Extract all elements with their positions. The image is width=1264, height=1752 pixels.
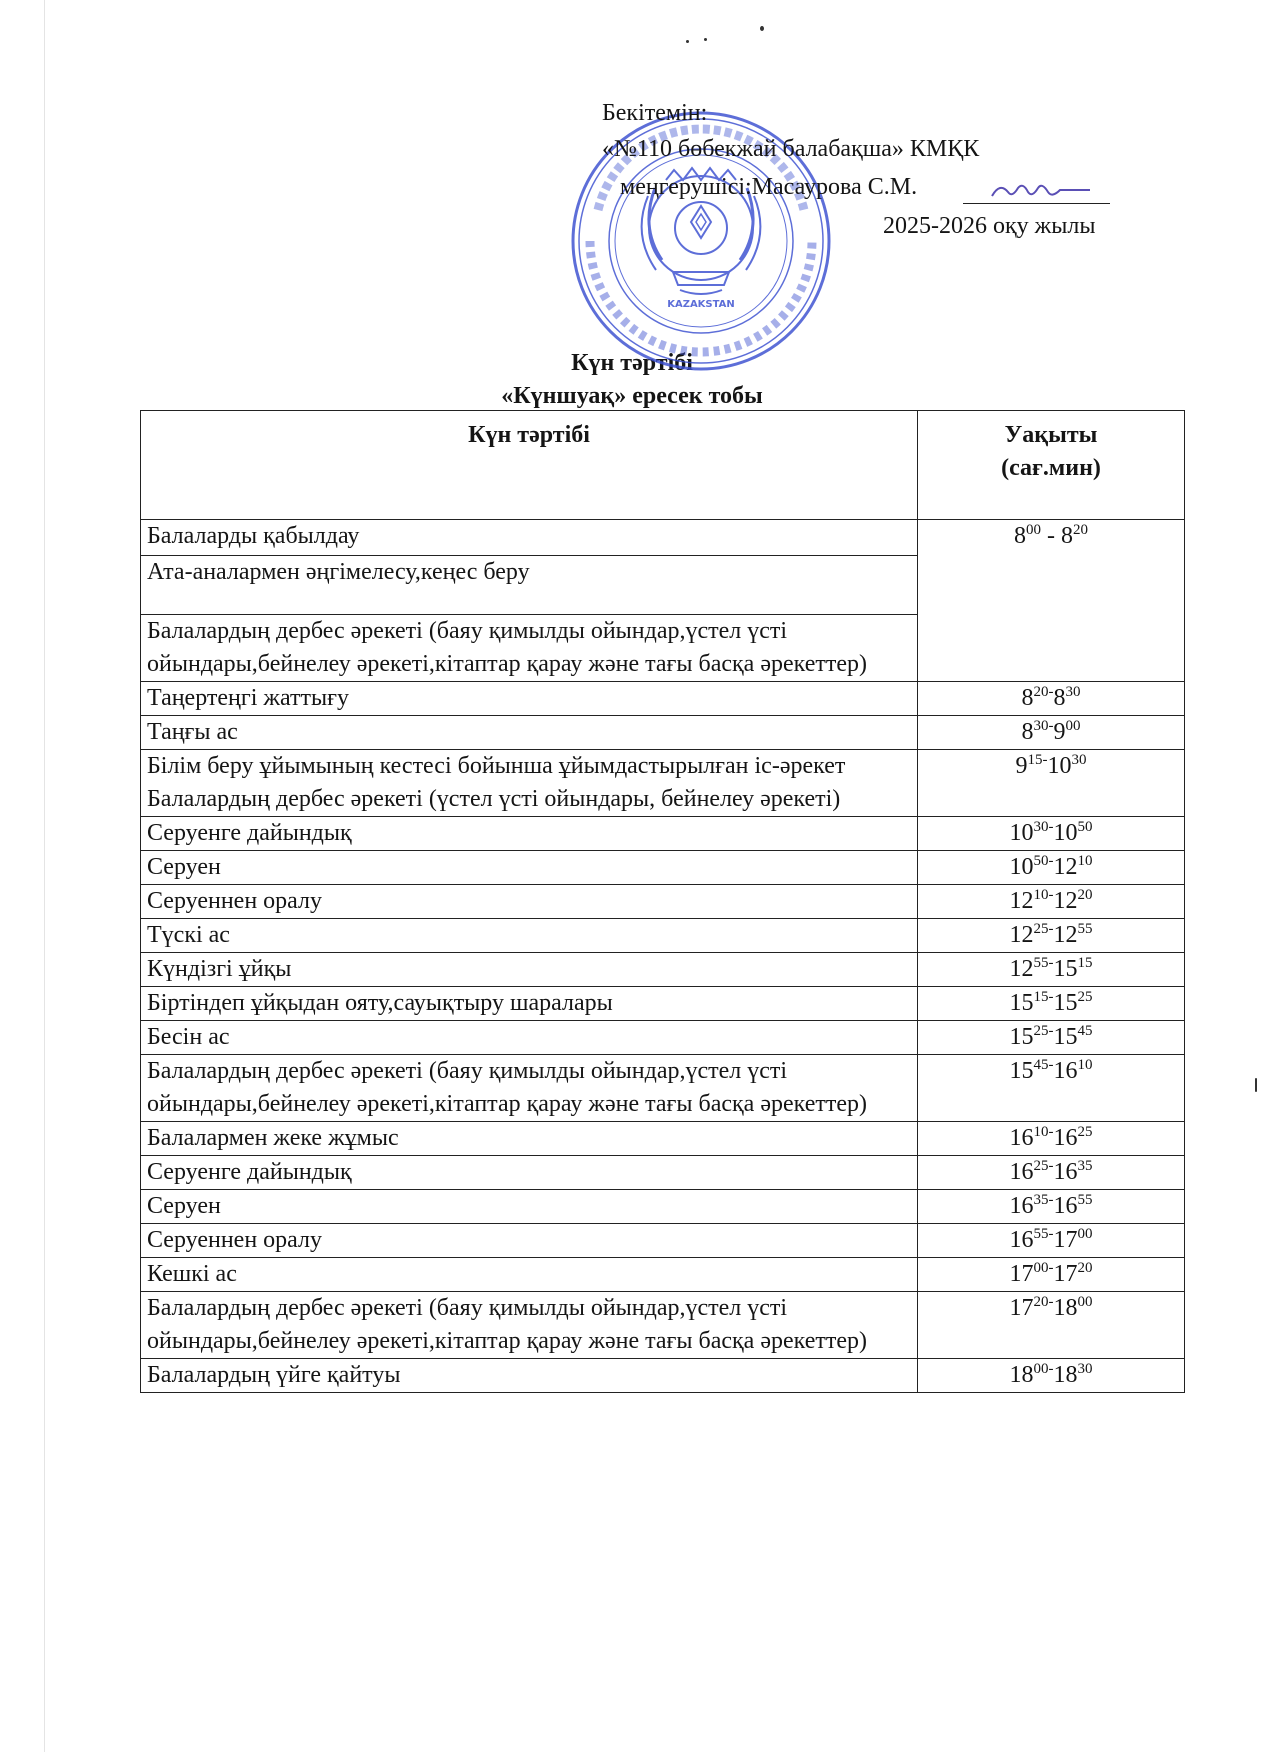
time-start-minute: 30- <box>1033 718 1054 734</box>
time-cell <box>918 1224 1185 1258</box>
time-start-hour: 15 <box>1009 1024 1034 1050</box>
table-row <box>141 716 1185 750</box>
time-start-minute: 00- <box>1033 1260 1054 1276</box>
time-end-hour: 17 <box>1053 1261 1078 1287</box>
time-start-minute: 30- <box>1033 819 1054 835</box>
time-column-header <box>918 411 1185 520</box>
time-range <box>1014 520 1088 553</box>
time-start-minute: 35- <box>1033 1192 1054 1208</box>
time-end-hour: 9 <box>1053 719 1066 745</box>
time-start-hour: 8 <box>1021 719 1034 745</box>
time-start-minute: 55- <box>1033 955 1054 971</box>
time-start-hour: 16 <box>1009 1159 1034 1185</box>
activity-cell: Балалардың үйге қайтуы <box>141 1359 918 1393</box>
time-cell <box>918 817 1185 851</box>
time-separator: - <box>1041 523 1061 549</box>
time-cell <box>918 919 1185 953</box>
time-start-hour: 16 <box>1009 1193 1034 1219</box>
time-cell <box>918 987 1185 1021</box>
time-cell <box>918 1156 1185 1190</box>
time-end-minute: 30 <box>1077 1361 1093 1377</box>
activity-column-header: Күн тәртібі <box>141 411 918 520</box>
time-start-minute: 10- <box>1033 1124 1054 1140</box>
table-row <box>141 851 1185 885</box>
time-start-minute: 00- <box>1033 1361 1054 1377</box>
time-start-hour: 8 <box>1021 685 1034 711</box>
time-end-minute: 10 <box>1077 853 1093 869</box>
table-header-row <box>141 411 1185 520</box>
time-cell <box>918 1258 1185 1292</box>
time-range <box>1010 1190 1093 1223</box>
time-range <box>1010 817 1093 850</box>
time-end-hour: 15 <box>1053 956 1078 982</box>
time-end-hour: 18 <box>1053 1295 1078 1321</box>
time-start-minute: 15- <box>1027 752 1048 768</box>
time-end-hour: 15 <box>1053 1024 1078 1050</box>
time-cell <box>918 1122 1185 1156</box>
time-start-hour: 16 <box>1009 1125 1034 1151</box>
time-end-minute: 20 <box>1077 887 1093 903</box>
time-range <box>1010 919 1093 952</box>
time-end-hour: 12 <box>1053 922 1078 948</box>
scan-edge <box>44 0 45 1752</box>
time-start-hour: 8 <box>1014 523 1026 549</box>
table-row <box>141 1156 1185 1190</box>
time-end-minute: 10 <box>1077 1057 1093 1073</box>
signature-underline <box>963 203 1110 204</box>
time-end-minute: 00 <box>1077 1294 1093 1310</box>
time-cell <box>918 750 1185 817</box>
time-end-minute: 25 <box>1077 989 1093 1005</box>
time-range <box>1010 1224 1093 1257</box>
time-end-hour: 17 <box>1053 1227 1078 1253</box>
time-cell <box>918 1359 1185 1393</box>
activity-cell: Балалардың дербес әрекеті (баяу қимылды ойындар,үстел үсті ойындары,бейнелеу әрекеті,кітаптар қарау және тағы басқа әрекеттер) <box>141 1055 918 1122</box>
time-end-minute: 25 <box>1077 1124 1093 1140</box>
time-end-hour: 12 <box>1053 854 1078 880</box>
time-start-minute: 10- <box>1033 887 1054 903</box>
time-start-hour: 10 <box>1009 854 1034 880</box>
table-row <box>141 817 1185 851</box>
time-range <box>1010 1021 1093 1054</box>
time-end-minute: 00 <box>1065 718 1081 734</box>
time-end-minute: 20 <box>1073 522 1088 538</box>
time-cell <box>918 520 1185 682</box>
activity-cell: Бесін ас <box>141 1021 918 1055</box>
time-range <box>1010 1359 1093 1392</box>
time-start-minute: 20- <box>1033 684 1054 700</box>
time-cell <box>918 851 1185 885</box>
table-row <box>141 1021 1185 1055</box>
time-range <box>1022 716 1081 749</box>
time-cell <box>918 682 1185 716</box>
time-end-hour: 16 <box>1053 1193 1078 1219</box>
time-end-minute: 30 <box>1071 752 1087 768</box>
time-start-minute: 15- <box>1033 989 1054 1005</box>
signature-image <box>990 178 1100 202</box>
activity-cell: Серуен <box>141 851 918 885</box>
time-start-minute: 25- <box>1033 1023 1054 1039</box>
table-row <box>141 1190 1185 1224</box>
table-row <box>141 987 1185 1021</box>
activity-cell: Серуенге дайындық <box>141 1156 918 1190</box>
table-row <box>141 750 1185 817</box>
scan-speck <box>1255 1078 1257 1092</box>
activity-cell: Балалардың дербес әрекеті (баяу қимылды ойындар,үстел үсті ойындары,бейнелеу әрекеті,кітаптар қарау және тағы басқа әрекеттер) <box>141 615 918 682</box>
time-start-hour: 17 <box>1009 1295 1034 1321</box>
time-cell <box>918 1190 1185 1224</box>
activity-cell: Таңғы ас <box>141 716 918 750</box>
time-range <box>1010 1156 1093 1189</box>
time-cell <box>918 1021 1185 1055</box>
activity-cell: Ата-аналармен әңгімелесу,кеңес беру <box>141 556 918 615</box>
time-end-hour: 16 <box>1053 1125 1078 1151</box>
time-end-minute: 15 <box>1077 955 1093 971</box>
time-range <box>1010 851 1093 884</box>
time-range <box>1010 987 1093 1020</box>
table-row <box>141 885 1185 919</box>
table-row <box>141 919 1185 953</box>
time-end-minute: 50 <box>1077 819 1093 835</box>
time-end-hour: 15 <box>1053 990 1078 1016</box>
time-end-minute: 55 <box>1077 1192 1093 1208</box>
group-title: «Күншуақ» ересек тобы <box>501 383 763 409</box>
scan-speck <box>686 40 689 43</box>
table-row <box>141 1292 1185 1359</box>
time-cell <box>918 1292 1185 1359</box>
time-cell <box>918 716 1185 750</box>
activity-cell: Күндізгі ұйқы <box>141 953 918 987</box>
time-start-minute: 20- <box>1033 1294 1054 1310</box>
table-row <box>141 1122 1185 1156</box>
time-start-minute: 50- <box>1033 853 1054 869</box>
daily-schedule-table <box>140 410 1185 1393</box>
time-start-hour: 10 <box>1009 820 1034 846</box>
time-end-hour: 12 <box>1053 888 1078 914</box>
table-row <box>141 682 1185 716</box>
table-row <box>141 1258 1185 1292</box>
time-start-minute: 55- <box>1033 1226 1054 1242</box>
time-end-hour: 8 <box>1061 523 1073 549</box>
time-start-minute: 00 <box>1026 522 1041 538</box>
time-end-hour: 16 <box>1053 1058 1078 1084</box>
time-cell <box>918 1055 1185 1122</box>
document-title: Күн тәртібі <box>571 350 693 376</box>
time-range <box>1010 1292 1093 1325</box>
time-range <box>1022 682 1081 715</box>
time-end-hour: 10 <box>1047 753 1072 779</box>
activity-cell: Білім беру ұйымының кестесі бойынша ұйымдастырылған іс-әрекет Балалардың дербес әрекеті (үстел үсті ойындары, бейнелеу әрекеті) <box>141 750 918 817</box>
approval-line-4: 2025-2026 оқу жылы <box>883 213 1096 239</box>
time-start-hour: 15 <box>1009 1058 1034 1084</box>
table-row <box>141 1055 1185 1122</box>
approval-line-2: «№110 бөбекжай балабақша» КМҚК <box>602 136 980 162</box>
table-row <box>141 520 1185 556</box>
time-end-hour: 10 <box>1053 820 1078 846</box>
time-header-label: Уақыты <box>1004 422 1098 448</box>
approval-line-3: меңгерушісі:Масаурова С.М. <box>620 174 918 200</box>
time-end-hour: 18 <box>1053 1362 1078 1388</box>
time-range <box>1010 1122 1093 1155</box>
activity-cell: Серуен <box>141 1190 918 1224</box>
time-range <box>1010 885 1093 918</box>
activity-cell: Серуеннен оралу <box>141 885 918 919</box>
time-cell <box>918 953 1185 987</box>
time-range <box>1016 750 1087 783</box>
time-end-hour: 8 <box>1053 685 1066 711</box>
time-start-hour: 15 <box>1009 990 1034 1016</box>
time-header-unit: (сағ.мин) <box>1001 455 1101 481</box>
activity-cell: Біртіндеп ұйқыдан ояту,сауықтыру шаралары <box>141 987 918 1021</box>
activity-cell: Балалармен жеке жұмыс <box>141 1122 918 1156</box>
activity-cell: Таңертеңгі жаттығу <box>141 682 918 716</box>
activity-cell: Балаларды қабылдау <box>141 520 918 556</box>
time-end-minute: 55 <box>1077 921 1093 937</box>
time-start-minute: 25- <box>1033 1158 1054 1174</box>
time-start-hour: 9 <box>1015 753 1028 779</box>
time-end-minute: 35 <box>1077 1158 1093 1174</box>
activity-cell: Кешкі ас <box>141 1258 918 1292</box>
svg-text:KAZAKSTAN: KAZAKSTAN <box>667 299 735 310</box>
time-range <box>1010 1055 1093 1088</box>
time-start-hour: 16 <box>1009 1227 1034 1253</box>
time-start-minute: 25- <box>1033 921 1054 937</box>
time-start-hour: 12 <box>1009 956 1034 982</box>
activity-cell: Балалардың дербес әрекеті (баяу қимылды ойындар,үстел үсті ойындары,бейнелеу әрекеті,кітаптар қарау және тағы басқа әрекеттер) <box>141 1292 918 1359</box>
table-row <box>141 1359 1185 1393</box>
table-row <box>141 1224 1185 1258</box>
time-start-hour: 17 <box>1009 1261 1034 1287</box>
activity-cell: Серуеннен оралу <box>141 1224 918 1258</box>
scan-speck <box>760 26 764 31</box>
time-start-minute: 45- <box>1033 1057 1054 1073</box>
time-end-minute: 20 <box>1077 1260 1093 1276</box>
time-cell <box>918 885 1185 919</box>
scan-speck <box>704 38 707 41</box>
time-range <box>1010 1258 1093 1291</box>
time-start-hour: 12 <box>1009 888 1034 914</box>
activity-cell: Серуенге дайындық <box>141 817 918 851</box>
time-end-hour: 16 <box>1053 1159 1078 1185</box>
time-end-minute: 00 <box>1077 1226 1093 1242</box>
time-end-minute: 45 <box>1077 1023 1093 1039</box>
time-start-hour: 12 <box>1009 922 1034 948</box>
approval-line-1: Бекітемін: <box>602 100 708 126</box>
time-start-hour: 18 <box>1009 1362 1034 1388</box>
time-end-minute: 30 <box>1065 684 1081 700</box>
time-range <box>1010 953 1093 986</box>
table-row <box>141 953 1185 987</box>
activity-cell: Түскі ас <box>141 919 918 953</box>
